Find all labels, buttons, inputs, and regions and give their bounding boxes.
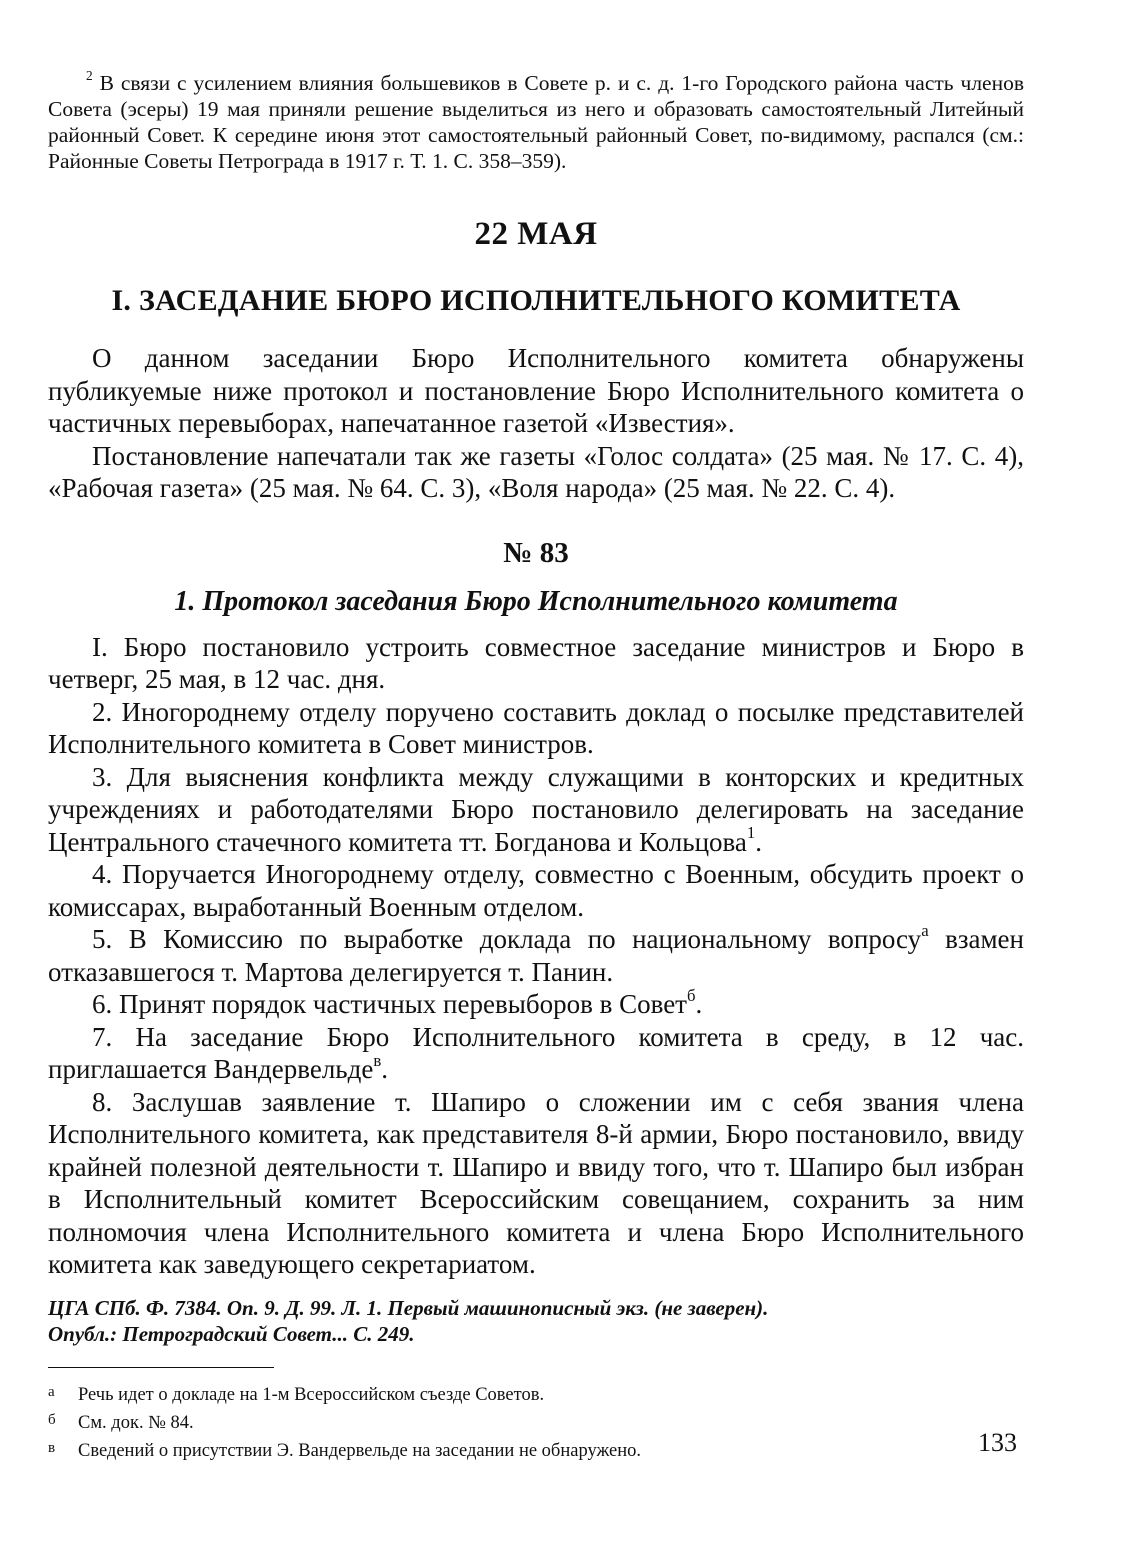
footnote-mark: б bbox=[48, 1411, 56, 1428]
footnote-mark: а bbox=[48, 1383, 55, 1400]
footnote-mark: в bbox=[48, 1439, 56, 1456]
footnote-ref: б bbox=[686, 985, 696, 1005]
footnotes bbox=[48, 1380, 1024, 1464]
intro-paragraph: Постановление напечатали так же газеты «Голос солдата» (25 мая. № 17. С. 4), «Рабочая газета» (25 мая. № 64. С. 3), «Воля народа» (25 мая. № 22. С. 4). bbox=[48, 440, 1024, 503]
protocol-item: 6. Принят порядок частичных перевыборов в Совет$^б$. bbox=[92, 985, 703, 1019]
intro-block bbox=[48, 342, 1024, 505]
footnote-ref: а bbox=[921, 920, 929, 940]
document-page bbox=[48, 67, 1024, 1464]
protocol-item: I. Бюро постановило устроить совместное заседание министров и Бюро в четверг, 25 мая, в 12 час. дня. bbox=[48, 631, 1024, 694]
page-number: 133 bbox=[978, 1428, 1017, 1457]
top-footnote-text: В связи с усилением влияния большевиков в Совете р. и с. д. 1-го Городского района часть членов Совета (эсеры) 19 мая приняли решение выделиться из него и образовать самостоятельный Литейный районный Совет. К середине июня этот самостоятельный районный Совет, по-видимому, распался (см.: Районные Советы Петрограда в 1917 г. Т. 1. С. 358–359). bbox=[48, 71, 1024, 173]
archival-source bbox=[48, 1295, 1024, 1347]
source-line: Опубл.: Петроградский Совет... С. 249. bbox=[48, 1321, 415, 1346]
protocol-item: 3. Для выяснения конфликта между служащими в конторских и кредитных учреждениях и работодателями Бюро постановило делегировать на заседание Центрального стачечного комитета тт. Богданова и Кольцова$^1$. bbox=[48, 761, 1024, 857]
protocol-item: 2. Иногороднему отделу поручено составить доклад о посылке представителей Исполнительного комитета в Совет министров. bbox=[48, 696, 1024, 759]
footnote: в Сведений о присутствии Э. Вандервельде на заседании не обнаружено. bbox=[48, 1436, 1024, 1464]
document-number: № 83 bbox=[503, 536, 569, 569]
footnote-ref: 1 bbox=[746, 823, 756, 842]
protocol-item: 7. На заседание Бюро Исполнительного комитета в среду, в 12 час. приглашается Вандервельде$^в$. bbox=[48, 1021, 1024, 1084]
document-title: 1. Протокол заседания Бюро Исполнительного комитета bbox=[174, 585, 898, 617]
source-line: ЦГА СПб. Ф. 7384. Оп. 9. Д. 99. Л. 1. Первый машинописный экз. (не заверен). bbox=[48, 1295, 769, 1320]
footnote-divider bbox=[48, 1367, 274, 1368]
section-heading: I. ЗАСЕДАНИЕ БЮРО ИСПОЛНИТЕЛЬНОГО КОМИТЕТА bbox=[111, 284, 961, 317]
protocol-item: 5. В Комиссию по выработке доклада по национальному вопросу$^а$ взамен отказавшегося т. Мартова делегируется т. Панин. bbox=[48, 920, 1024, 987]
date-heading: 22 МАЯ bbox=[474, 216, 598, 252]
footnote-ref: в bbox=[373, 1050, 382, 1070]
footnote: а Речь идет о докладе на 1-м Всероссийском съезде Советов. bbox=[48, 1380, 1024, 1408]
footnote-marker: 2 bbox=[86, 67, 93, 83]
footnote: б См. док. № 84. bbox=[48, 1408, 1024, 1436]
protocol-item: 8. Заслушав заявление т. Шапиро о сложении им с себя звания члена Исполнительного комитета, как представителя 8-й армии, Бюро постановило, ввиду крайней полезной деятельности т. Шапиро и ввиду того, что т. Шапиро был избран в Исполнительный комитет Всероссийским совещанием, сохранить за ним полномочия члена Исполнительного комитета и члена Бюро Исполнительного комитета как заведующего секретариатом. bbox=[48, 1086, 1024, 1279]
top-footnote bbox=[48, 67, 1024, 174]
protocol-item: 4. Поручается Иногороднему отделу, совместно с Военным, обсудить проект о комиссарах, выработанный Военным отделом. bbox=[48, 859, 1024, 922]
intro-paragraph: О данном заседании Бюро Исполнительного комитета обнаружены публикуемые ниже протокол и постановление Бюро Исполнительного комитета о частичных перевыборах, напечатанное газетой «Известия». bbox=[48, 343, 1024, 438]
protocol-items bbox=[48, 631, 1024, 1281]
